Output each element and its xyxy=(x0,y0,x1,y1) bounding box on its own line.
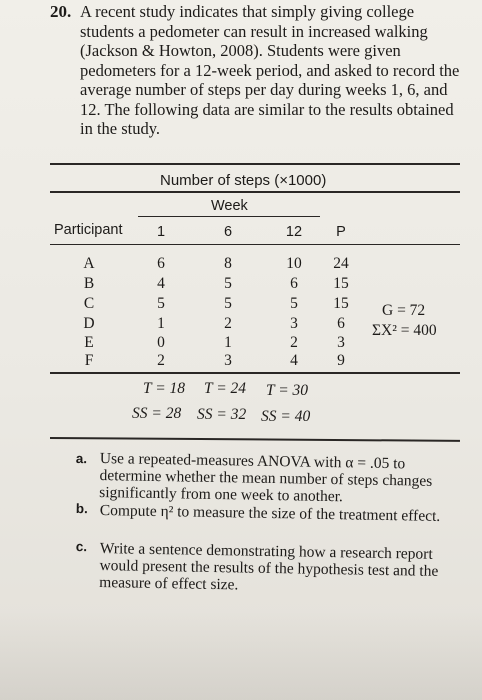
cell-week-12: 6 xyxy=(290,275,298,292)
cell-week-6: 8 xyxy=(224,255,232,272)
cell-week-6: 2 xyxy=(224,315,232,332)
cell-week-12: 2 xyxy=(290,334,298,351)
week-6-ss: SS = 32 xyxy=(197,406,247,423)
part-c-text: Write a sentence demonstrating how a research report would present the results of the hypothesis test and the measure of effect size. xyxy=(99,540,439,594)
p-header: P xyxy=(336,224,346,240)
cell-week-1: 2 xyxy=(157,352,165,369)
table-top-rule xyxy=(50,163,460,165)
week-1-ss: SS = 28 xyxy=(132,405,182,422)
cell-p-total: 24 xyxy=(333,255,349,272)
part-b-text: Compute η² to measure the size of the treatment effect. xyxy=(99,502,441,525)
participant-label: C xyxy=(83,295,95,312)
table-bottom-rule xyxy=(50,372,460,374)
cell-week-1: 6 xyxy=(157,255,165,272)
week-12-ss: SS = 40 xyxy=(261,408,311,425)
part-c-label: c. xyxy=(75,538,88,555)
participant-label: B xyxy=(83,275,95,292)
cell-week-1: 5 xyxy=(157,295,165,312)
cell-week-12: 3 xyxy=(290,315,298,332)
cell-week-1: 0 xyxy=(157,334,165,351)
sum-x-squared: ΣX² = 400 xyxy=(372,322,437,339)
week-span-rule xyxy=(138,216,320,217)
cell-week-6: 5 xyxy=(224,275,232,292)
part-b-label: b. xyxy=(75,500,88,517)
table-title: Number of steps (×1000) xyxy=(160,172,327,189)
week-12-header: 12 xyxy=(285,224,303,240)
part-a-text: Use a repeated-measures ANOVA with α = .05 to determine whether the mean number of steps changes significantly from one week to another. xyxy=(99,450,433,506)
week-6-header: 6 xyxy=(223,224,233,240)
cell-week-6: 1 xyxy=(224,334,232,351)
table-end-rule xyxy=(50,437,460,442)
cell-p-total: 15 xyxy=(333,295,349,312)
week-1-total: T = 18 xyxy=(143,380,186,397)
cell-week-12: 10 xyxy=(286,255,302,272)
participant-header: Participant xyxy=(54,222,123,238)
participant-label: D xyxy=(83,315,95,332)
cell-week-1: 4 xyxy=(157,275,165,292)
header-bottom-rule xyxy=(50,244,460,245)
cell-week-6: 5 xyxy=(224,295,232,312)
week-label: Week xyxy=(211,198,248,214)
week-12-total: T = 30 xyxy=(266,382,309,399)
cell-week-1: 1 xyxy=(157,315,165,332)
grand-total: G = 72 xyxy=(382,302,426,319)
part-a-label: a. xyxy=(75,450,88,467)
cell-week-6: 3 xyxy=(224,352,232,369)
cell-week-12: 5 xyxy=(290,295,298,312)
problem-text: A recent study indicates that simply giving college students a pedometer can result in increased walking (Jackson & Howton, 2008). Students were given pedometers for a 12-week period, and asked to record the average number of steps per day during weeks 1, 6, and 12. The following data are similar to the results obtained in the study. xyxy=(80,2,460,138)
participant-label: E xyxy=(84,334,94,351)
week-6-total: T = 24 xyxy=(204,380,247,397)
week-1-header: 1 xyxy=(156,224,166,240)
cell-p-total: 3 xyxy=(337,334,345,351)
page-shadow xyxy=(0,610,482,700)
participant-label: A xyxy=(83,255,95,272)
table-top-rule-2 xyxy=(50,191,460,193)
cell-p-total: 15 xyxy=(333,275,349,292)
cell-week-12: 4 xyxy=(290,352,298,369)
problem-number: 20. xyxy=(50,2,72,21)
participant-label: F xyxy=(84,352,94,369)
cell-p-total: 6 xyxy=(337,315,345,332)
cell-p-total: 9 xyxy=(337,352,345,369)
